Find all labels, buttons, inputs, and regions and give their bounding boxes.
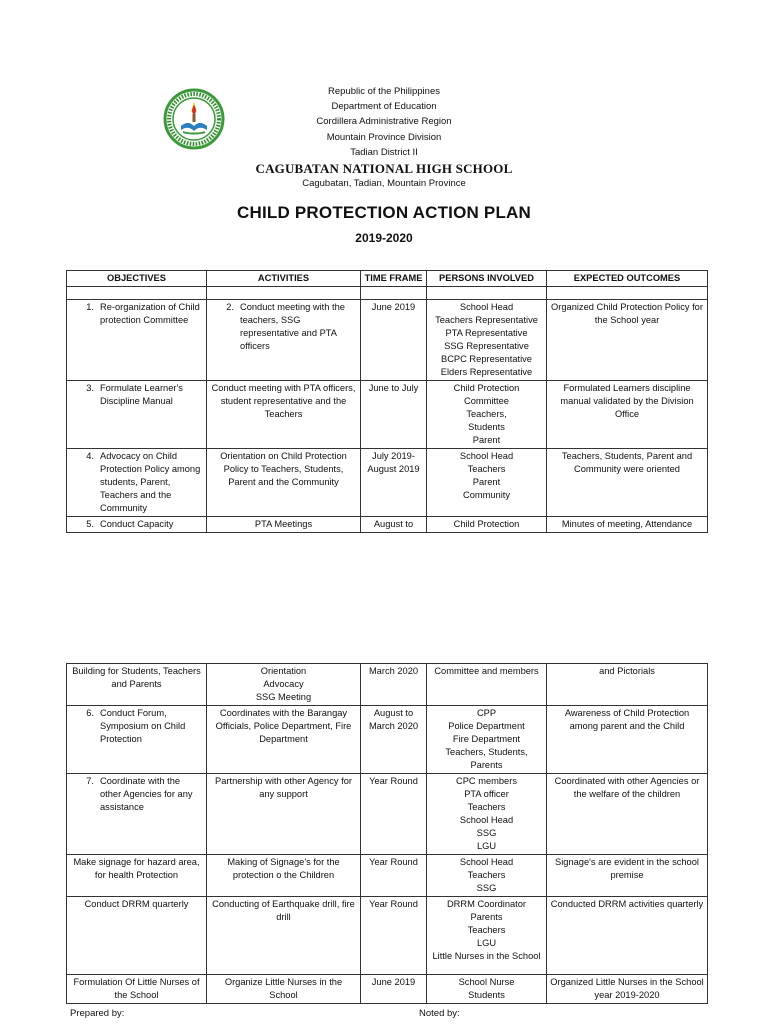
letterhead [0, 84, 768, 190]
outcome-cell: Conducted DRRM activities quarterly [547, 897, 708, 975]
school-name: CAGUBATAN NATIONAL HIGH SCHOOL [255, 161, 513, 177]
item-number: 3. [86, 383, 94, 393]
table-row [67, 897, 708, 975]
persons-cell-line: LGU [476, 938, 497, 948]
table-row [67, 706, 708, 774]
persons-cell [427, 706, 547, 774]
persons-cell-line: Teachers [467, 464, 506, 474]
objective-cell-text: Conduct Forum, Symposium on Child Protection [100, 708, 186, 744]
activity-cell [207, 449, 361, 517]
item-number: 7. [86, 776, 94, 786]
persons-cell-line: School Head [459, 815, 514, 825]
objective-cell-text: Coordinate with the other Agencies for any assistance [100, 776, 193, 812]
empty-cell [361, 287, 427, 300]
document-title: CHILD PROTECTION ACTION PLAN [237, 203, 531, 222]
persons-cell-line: SSG [476, 883, 497, 893]
item-number: 6. [86, 708, 94, 718]
time-frame-cell: March 2020 [361, 664, 427, 706]
objective-cell-text: Formulation Of Little Nurses of the School [73, 977, 200, 1000]
letterhead-line: Republic of the Philippines [328, 86, 440, 97]
school-address: Cagubatan, Tadian, Mountain Province [302, 178, 466, 190]
item-number: 5. [86, 519, 94, 529]
activity-cell-text: Conduct meeting with PTA officers, student representative and the Teachers [211, 383, 356, 419]
persons-cell-line: Teachers [467, 870, 506, 880]
letterhead-line: Cordillera Administrative Region [316, 116, 452, 128]
time-frame-cell: Year Round [361, 855, 427, 897]
empty-cell [67, 287, 207, 300]
table-row [67, 975, 708, 1004]
time-frame-cell: June to July [361, 381, 427, 449]
action-plan-table-part1 [66, 270, 708, 533]
persons-cell [427, 664, 547, 706]
activity-cell [207, 706, 361, 774]
persons-cell-line: Teachers, Students, [445, 747, 528, 757]
outcome-cell: and Pictorials [547, 664, 708, 706]
empty-cell [427, 287, 547, 300]
objective-cell-wrap [70, 775, 203, 814]
outcome-cell: Organized Child Protection Policy for the School year [547, 300, 708, 381]
outcome-cell: Teachers, Students, Parent and Community were oriented [547, 449, 708, 517]
persons-cell-line: Committee and members [434, 666, 539, 676]
objective-cell [67, 855, 207, 897]
activity-cell-text: Orientation on Child Protection Policy to Teachers, Students, Parent and the Community [220, 451, 347, 487]
persons-cell [427, 774, 547, 855]
persons-cell-line: Community [462, 490, 510, 500]
persons-cell-line: Parent [472, 477, 501, 487]
objective-cell-wrap [70, 382, 203, 408]
activity-cell [207, 975, 361, 1004]
persons-cell-line: PTA officer [464, 789, 509, 799]
column-header: TIME FRAME [361, 271, 427, 287]
persons-cell-line: Little Nurses in the School [432, 951, 541, 961]
outcome-cell: Formulated Learners discipline manual validated by the Division Office [547, 381, 708, 449]
letterhead-line: Department of Education [331, 101, 437, 113]
objective-cell [67, 300, 207, 381]
table-row [67, 664, 708, 706]
objective-cell [67, 706, 207, 774]
prepared-by-label: Prepared by: [70, 1008, 125, 1019]
objective-cell-text: Conduct DRRM quarterly [84, 899, 189, 909]
objective-cell [67, 774, 207, 855]
objective-cell [67, 664, 207, 706]
activity-cell-text: Coordinates with the Barangay Officials, Police Department, Fire Department [215, 708, 352, 744]
objective-cell-text: Advocacy on Child Protection Policy among students, Parent, Teachers and the Community [100, 451, 201, 513]
activity-cell [207, 517, 361, 533]
time-frame-cell: August to March 2020 [361, 706, 427, 774]
item-number: 2. [226, 302, 234, 312]
persons-cell-line: PTA Representative [445, 328, 528, 338]
column-header: ACTIVITIES [207, 271, 361, 287]
letterhead-line: Mountain Province Division [326, 131, 442, 143]
objective-cell-wrap [70, 707, 203, 746]
activity-cell-text: Organize Little Nurses in the School [224, 977, 343, 1000]
outcome-cell: Awareness of Child Protection among parent and the Child [547, 706, 708, 774]
activity-cell [207, 381, 361, 449]
activity-cell-line: SSG Meeting [255, 692, 312, 702]
activity-cell-wrap [210, 301, 357, 353]
persons-cell-line: Child Protection [453, 519, 520, 529]
column-header: EXPECTED OUTCOMES [547, 271, 708, 287]
persons-cell-line: Parents [470, 912, 503, 922]
column-header: OBJECTIVES [67, 271, 207, 287]
persons-cell-line: Police Department [448, 721, 525, 731]
persons-cell-line: Parents [470, 760, 503, 770]
objective-cell-wrap [70, 301, 203, 327]
persons-cell-line: LGU [476, 841, 497, 851]
activity-cell-text: Conduct meeting with the teachers, SSG representative and PTA officers [240, 302, 345, 351]
letterhead-line: Tadian District II [350, 146, 418, 158]
activity-cell [207, 774, 361, 855]
table-row [67, 300, 708, 381]
persons-cell-line: Teachers [467, 802, 506, 812]
table-header-row [67, 271, 708, 287]
objective-cell [67, 381, 207, 449]
spacer-row [67, 287, 708, 300]
objective-cell-wrap [70, 450, 203, 515]
persons-cell [427, 855, 547, 897]
activity-cell-text: Partnership with other Agency for any support [215, 776, 352, 799]
outcome-cell: Coordinated with other Agencies or the welfare of the children [547, 774, 708, 855]
persons-cell [427, 449, 547, 517]
persons-cell-line: CPC members [456, 776, 517, 786]
objective-cell-text: Re-organization of Child protection Committee [100, 302, 200, 325]
item-number: 1. [86, 302, 94, 312]
table-row [67, 855, 708, 897]
objective-cell-text: Building for Students, Teachers and Parents [72, 666, 201, 689]
activity-cell-line: Advocacy [263, 679, 304, 689]
objective-cell-text: Make signage for hazard area, for health Protection [73, 857, 200, 880]
outcome-cell: Signage's are evident in the school premise [547, 855, 708, 897]
time-frame-cell: June 2019 [361, 975, 427, 1004]
persons-cell-line: Child Protection Committee [453, 383, 520, 406]
item-number: 4. [86, 451, 94, 461]
objective-cell [67, 897, 207, 975]
activity-cell-line: Orientation [260, 666, 307, 676]
persons-cell [427, 517, 547, 533]
activity-cell-text: Making of Signage's for the protection o the Children [227, 857, 340, 880]
persons-cell [427, 897, 547, 975]
objective-cell-text: Formulate Learner's Discipline Manual [100, 383, 183, 406]
persons-cell-line: Teachers Representative [435, 315, 538, 325]
time-frame-cell: Year Round [361, 897, 427, 975]
objective-cell-wrap [70, 518, 203, 531]
objective-cell [67, 975, 207, 1004]
persons-cell-line: Students [468, 990, 505, 1000]
persons-cell-line: DRRM Coordinator [446, 899, 527, 909]
activity-cell [207, 897, 361, 975]
time-frame-cell: June 2019 [361, 300, 427, 381]
persons-cell-line: School Head [459, 451, 514, 461]
table-row [67, 774, 708, 855]
persons-cell-line: BCPC Representative [441, 354, 532, 364]
time-frame-cell: August to [361, 517, 427, 533]
activity-cell [207, 300, 361, 381]
outcome-cell: Minutes of meeting, Attendance [547, 517, 708, 533]
activity-cell [207, 855, 361, 897]
persons-cell-line: Students [468, 422, 505, 432]
persons-cell [427, 300, 547, 381]
action-plan-table-part2 [66, 663, 708, 1004]
activity-cell-text: PTA Meetings [254, 519, 313, 529]
table-row [67, 517, 708, 533]
persons-cell-line: Elders Representative [440, 367, 533, 377]
persons-cell-line: School Head [459, 302, 514, 312]
table-row [67, 381, 708, 449]
persons-cell-line: Teachers, [466, 409, 507, 419]
time-frame-cell: Year Round [361, 774, 427, 855]
persons-cell-line: Fire Department [452, 734, 521, 744]
outcome-cell: Organized Little Nurses in the School year 2019-2020 [547, 975, 708, 1004]
persons-cell-line: SSG [476, 828, 497, 838]
empty-cell [207, 287, 361, 300]
persons-cell [427, 975, 547, 1004]
objective-cell-text: Conduct Capacity [100, 519, 174, 529]
table-row [67, 449, 708, 517]
noted-by-label: Noted by: [419, 1008, 460, 1019]
persons-cell-line: School Nurse [458, 977, 515, 987]
persons-cell [427, 381, 547, 449]
activity-cell [207, 664, 361, 706]
objective-cell [67, 449, 207, 517]
school-year: 2019-2020 [355, 231, 413, 245]
persons-cell-line: CPP [476, 708, 497, 718]
persons-cell-line: SSG Representative [444, 341, 529, 351]
activity-cell-text: Conducting of Earthquake drill, fire drill [212, 899, 355, 922]
persons-cell-line: Teachers [467, 925, 506, 935]
persons-cell-line: School Head [459, 857, 514, 867]
column-header: PERSONS INVOLVED [427, 271, 547, 287]
time-frame-cell: July 2019- August 2019 [361, 449, 427, 517]
empty-cell [547, 287, 708, 300]
persons-cell-line: Parent [472, 435, 501, 445]
objective-cell [67, 517, 207, 533]
